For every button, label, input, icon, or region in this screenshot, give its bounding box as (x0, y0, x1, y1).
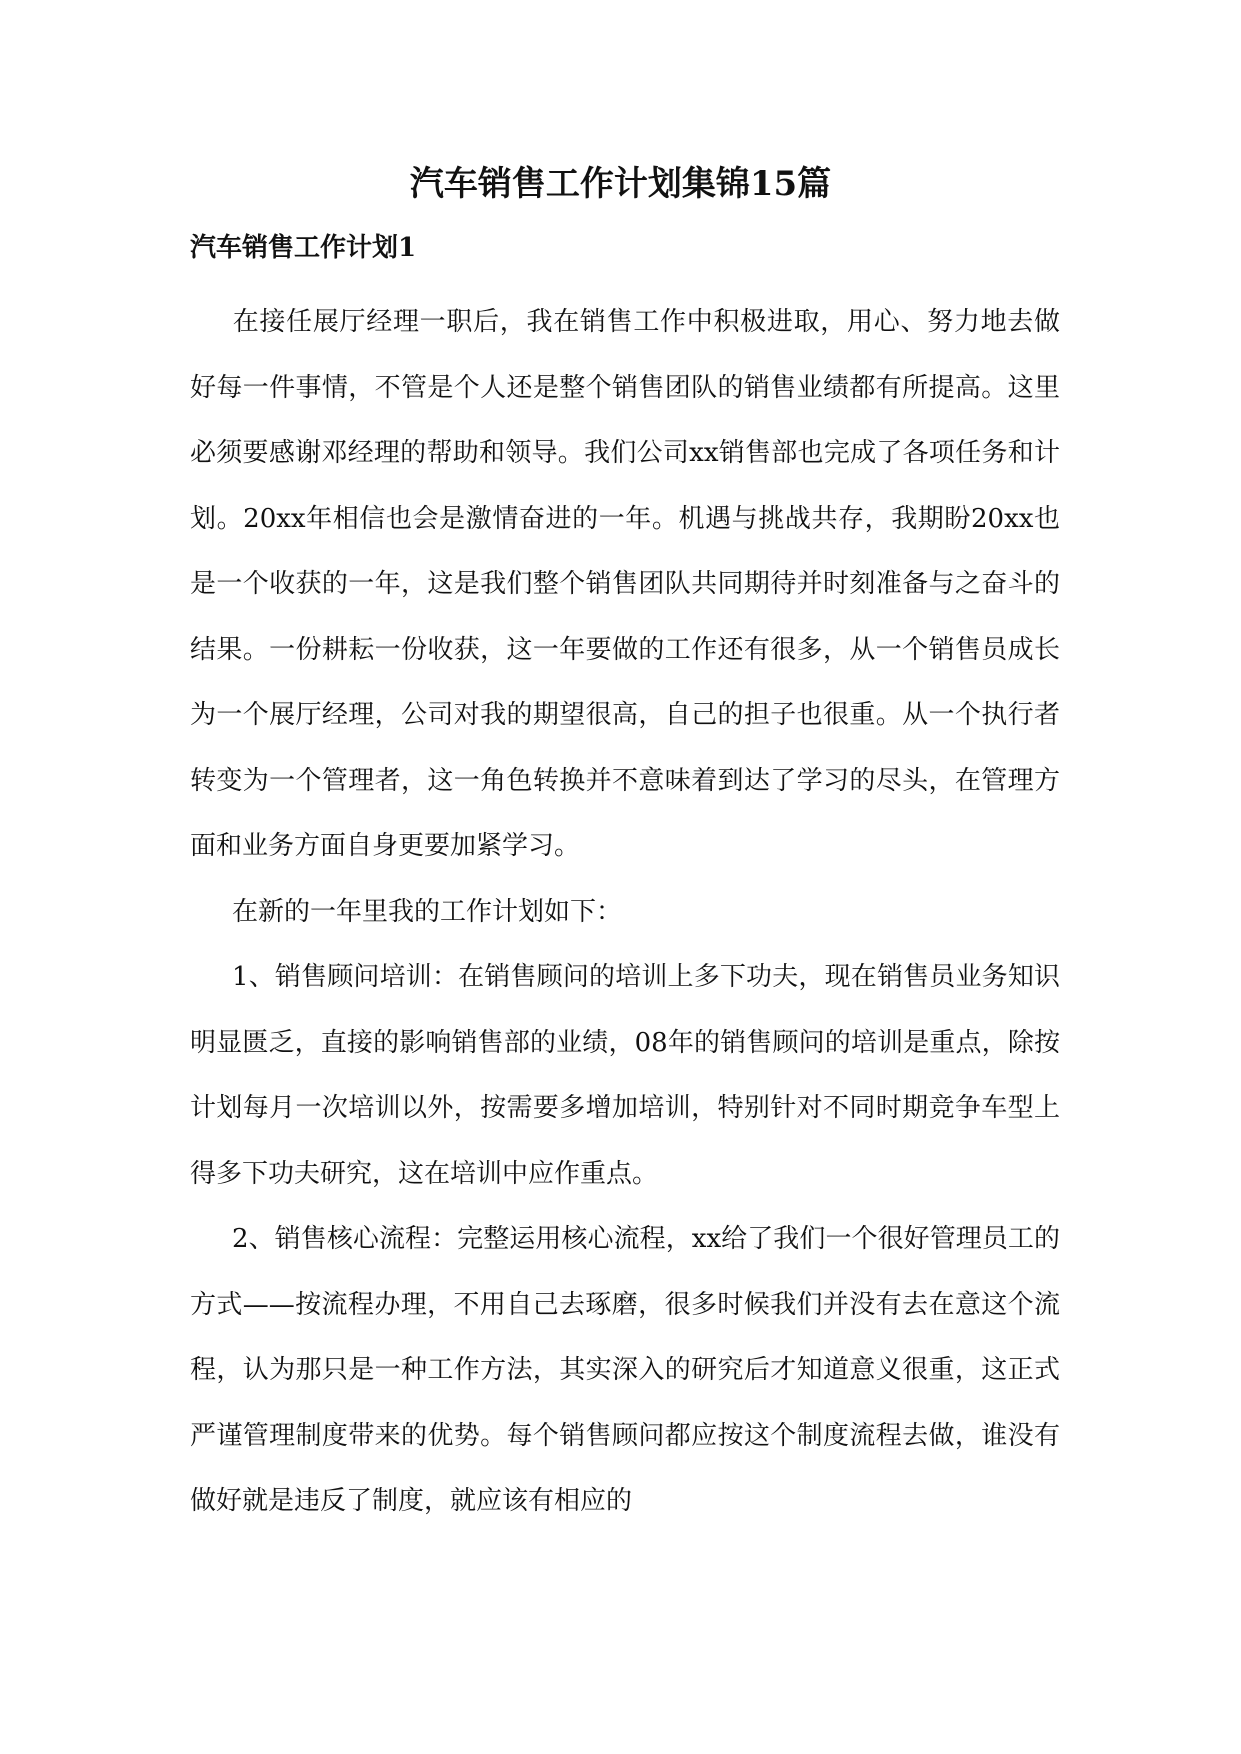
page-title: 汽车销售工作计划集锦15篇 (409, 164, 832, 204)
paragraph-text: 1、销售顾问培训：在销售顾问的培训上多下功夫，现在销售员业务知识明显匮乏，直接的影响销售部的业绩，08年的销售顾问的培训是重点，除按计划每月一次培训以外，按需要多增加培训，特别针对不同时期竞争车型上得多下功夫研究，这在培训中应作重点。 (190, 962, 1060, 1189)
paragraph-text: 在新的一年里我的工作计划如下： (232, 896, 623, 927)
paragraph-text: 在接任展厅经理一职后，我在销售工作中积极进取，用心、努力地去做好每一件事情，不管是个人还是整个销售团队的销售业绩都有所提高。这里必须要感谢邓经理的帮助和领导。我们公司xx销售部也完成了各项任务和计划。20xx年相信也会是激情奋进的一年。机遇与挑战共存，我期盼20xx也是一个收获的一年，这是我们整个销售团队共同期待并时刻准备与之奋斗的结果。一份耕耘一份收获，这一年要做的工作还有很多，从一个销售员成长为一个展厅经理，公司对我的期望很高，自己的担子也很重。从一个执行者转变为一个管理者，这一角色转换并不意味着到达了学习的尽头，在管理方面和业务方面自身更要加紧学习。 (190, 307, 1060, 861)
document-body (190, 290, 1060, 1535)
paragraph-intro (190, 290, 1060, 880)
paragraph-plan-lead (190, 880, 1060, 946)
paragraph-text: 2、销售核心流程：完整运用核心流程，xx给了我们一个很好管理员工的方式——按流程办理，不用自己去琢磨，很多时候我们并没有去在意这个流程，认为那只是一种工作方法，其实深入的研究后才知道意义很重，这正式严谨管理制度带来的优势。每个销售顾问都应按这个制度流程去做，谁没有做好就是违反了制度，就应该有相应的 (190, 1224, 1060, 1516)
paragraph-item-1 (190, 945, 1060, 1207)
paragraph-item-2 (190, 1207, 1060, 1535)
section-heading: 汽车销售工作计划1 (190, 233, 417, 263)
